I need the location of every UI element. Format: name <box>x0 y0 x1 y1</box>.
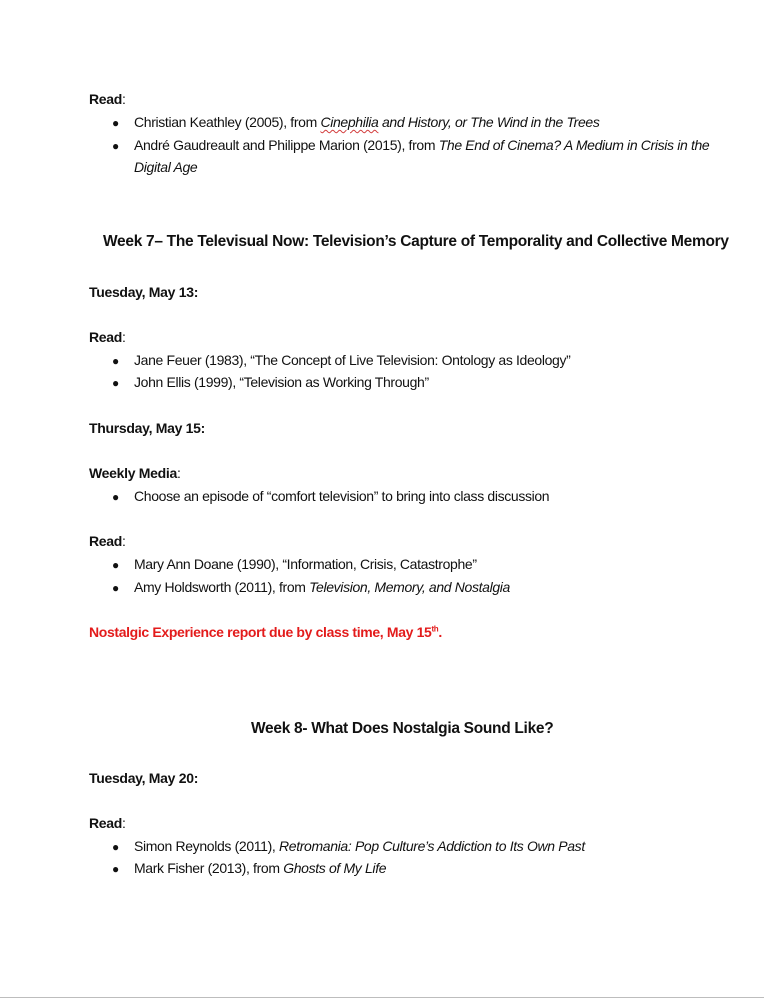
bullet-icon: ● <box>112 354 119 368</box>
day-heading: Tuesday, May 20: <box>89 770 199 786</box>
bullet-icon: ● <box>112 376 119 390</box>
list-item: ● John Ellis (1999), “Television as Working Through” <box>112 374 429 390</box>
list-item: ● Simon Reynolds (2011), Retromania: Pop Culture’s Addiction to Its Own Past <box>112 838 585 854</box>
spellcheck-flagged-word: Cinephilia <box>320 114 379 130</box>
bullet-icon: ● <box>112 862 119 876</box>
day-heading: Tuesday, May 13: <box>89 284 199 300</box>
bullet-icon: ● <box>112 840 119 854</box>
bullet-icon: ● <box>112 558 119 572</box>
bullet-icon: ● <box>112 490 119 504</box>
week-7-heading: Week 7– The Televisual Now: Television’s Capture of Temporality and Collective Memory <box>103 233 729 250</box>
read-label: Read: <box>89 815 126 831</box>
list-item: ● André Gaudreault and Philippe Marion (2015), from The End of Cinema? A Medium in Crisis in the <box>112 137 710 153</box>
bullet-icon: ● <box>112 116 119 130</box>
day-heading: Thursday, May 15: <box>89 420 206 436</box>
bullet-icon: ● <box>112 139 119 153</box>
list-item: ● Choose an episode of “comfort television” to bring into class discussion <box>112 488 550 504</box>
list-item: ● Amy Holdsworth (2011), from Television, Memory, and Nostalgia <box>112 579 510 595</box>
list-item: ● Mark Fisher (2013), from Ghosts of My Life <box>112 860 387 876</box>
list-item: ● Christian Keathley (2005), from Cinephilia and History, or The Wind in the Trees <box>112 114 600 130</box>
week-8-heading: Week 8- What Does Nostalgia Sound Like? <box>251 720 554 737</box>
bullet-icon: ● <box>112 581 119 595</box>
page-bottom-divider <box>0 997 764 998</box>
read-label: Read: <box>89 91 126 107</box>
list-item-continuation: Digital Age <box>134 159 198 175</box>
due-date-notice: Nostalgic Experience report due by class time, May 15th. <box>89 624 442 640</box>
list-item: ● Mary Ann Doane (1990), “Information, Crisis, Catastrophe” <box>112 556 477 572</box>
list-item: ● Jane Feuer (1983), “The Concept of Live Television: Ontology as Ideology” <box>112 352 571 368</box>
read-label: Read: <box>89 533 126 549</box>
weekly-media-label: Weekly Media: <box>89 465 181 481</box>
read-label: Read: <box>89 329 126 345</box>
